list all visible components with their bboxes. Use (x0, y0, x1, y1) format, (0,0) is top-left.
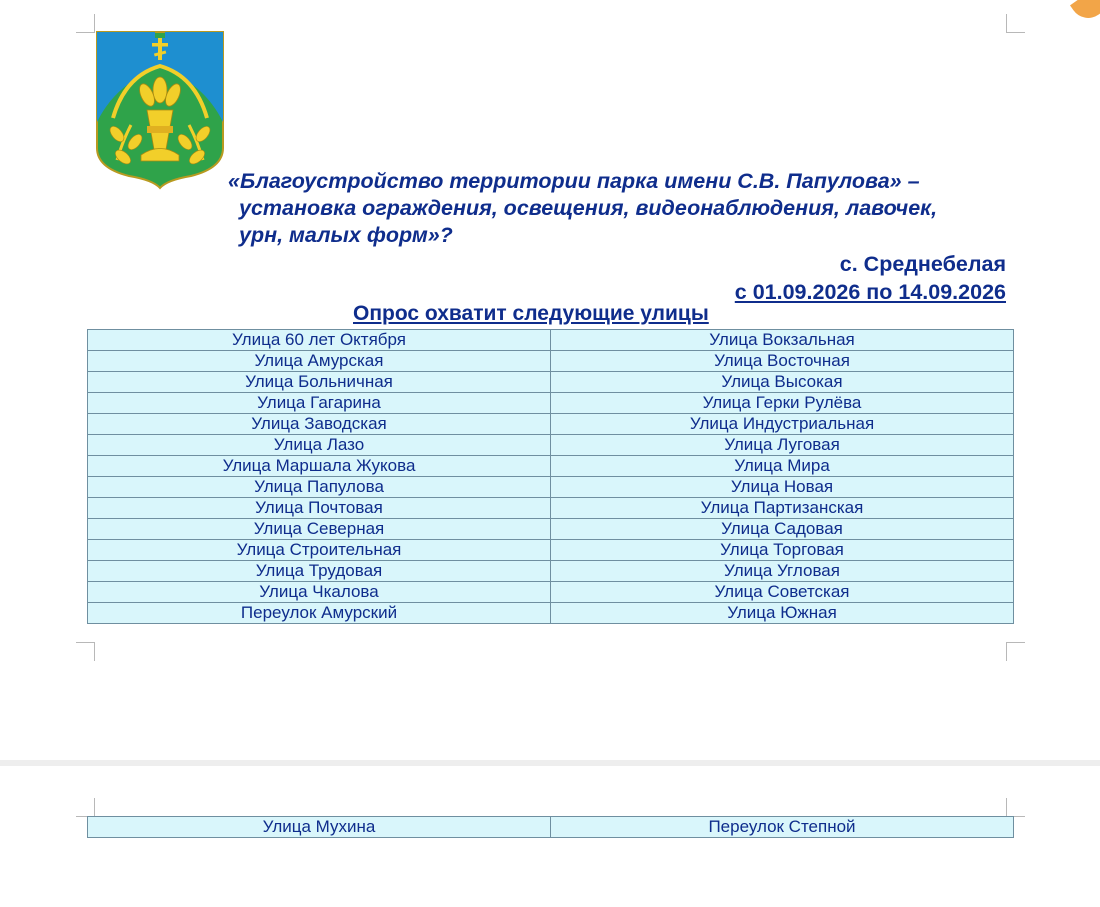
document-title (228, 168, 1018, 249)
table-row (88, 372, 1014, 393)
street-cell: Улица Торговая (551, 540, 1014, 561)
street-cell: Улица Восточная (551, 351, 1014, 372)
street-cell: Улица Индустриальная (551, 414, 1014, 435)
table-row (88, 817, 1014, 838)
street-cell: Улица Новая (551, 477, 1014, 498)
street-cell: Улица Трудовая (88, 561, 551, 582)
streets-table (87, 329, 1014, 624)
street-cell: Улица Герки Рулёва (551, 393, 1014, 414)
street-cell: Улица Южная (551, 603, 1014, 624)
street-cell: Улица Заводская (88, 414, 551, 435)
street-cell: Улица Больничная (88, 372, 551, 393)
table-row (88, 519, 1014, 540)
streets-table-continued (87, 816, 1014, 838)
street-cell: Улица Строительная (88, 540, 551, 561)
coat-of-arms-icon (95, 30, 225, 190)
street-cell: Улица Угловая (551, 561, 1014, 582)
page-corner-mark (1006, 798, 1025, 817)
street-cell: Улица 60 лет Октября (88, 330, 551, 351)
street-cell: Улица Луговая (551, 435, 1014, 456)
street-cell: Переулок Амурский (88, 603, 551, 624)
table-row (88, 330, 1014, 351)
table-row (88, 498, 1014, 519)
street-cell: Улица Мира (551, 456, 1014, 477)
street-cell: Улица Северная (88, 519, 551, 540)
street-cell: Улица Мухина (88, 817, 551, 838)
table-row (88, 603, 1014, 624)
place-name: с. Среднебелая (839, 252, 1006, 276)
table-row (88, 561, 1014, 582)
table-row (88, 414, 1014, 435)
document-page-2 (0, 766, 1100, 907)
page-corner-mark (76, 798, 95, 817)
street-cell: Улица Садовая (551, 519, 1014, 540)
page-corner-mark (76, 642, 95, 661)
streets-heading: Опрос охватит следующие улицы (353, 302, 709, 325)
location-block (735, 250, 1006, 306)
table-row (88, 435, 1014, 456)
street-cell: Улица Высокая (551, 372, 1014, 393)
page-corner-mark (76, 14, 95, 33)
street-cell: Улица Лазо (88, 435, 551, 456)
street-cell: Улица Советская (551, 582, 1014, 603)
street-cell: Улица Партизанская (551, 498, 1014, 519)
table-row (88, 393, 1014, 414)
street-cell: Улица Гагарина (88, 393, 551, 414)
street-cell: Переулок Степной (551, 817, 1014, 838)
table-row (88, 351, 1014, 372)
street-cell: Улица Маршала Жукова (88, 456, 551, 477)
title-line: установка ограждения, освещения, видеонаблюдения, лавочек, (239, 196, 938, 220)
title-line: «Благоустройство территории парка имени С.В. Папулова» – (228, 169, 920, 193)
street-cell: Улица Почтовая (88, 498, 551, 519)
table-row (88, 456, 1014, 477)
street-cell: Улица Вокзальная (551, 330, 1014, 351)
street-cell: Улица Папулова (88, 477, 551, 498)
page-corner-mark (1006, 14, 1025, 33)
title-line: урн, малых форм»? (239, 223, 453, 247)
street-cell: Улица Чкалова (88, 582, 551, 603)
street-cell: Улица Амурская (88, 351, 551, 372)
survey-dates: с 01.09.2026 по 14.09.2026 (734, 280, 1006, 304)
table-row (88, 477, 1014, 498)
table-row (88, 582, 1014, 603)
table-row (88, 540, 1014, 561)
page-corner-mark (1006, 642, 1025, 661)
